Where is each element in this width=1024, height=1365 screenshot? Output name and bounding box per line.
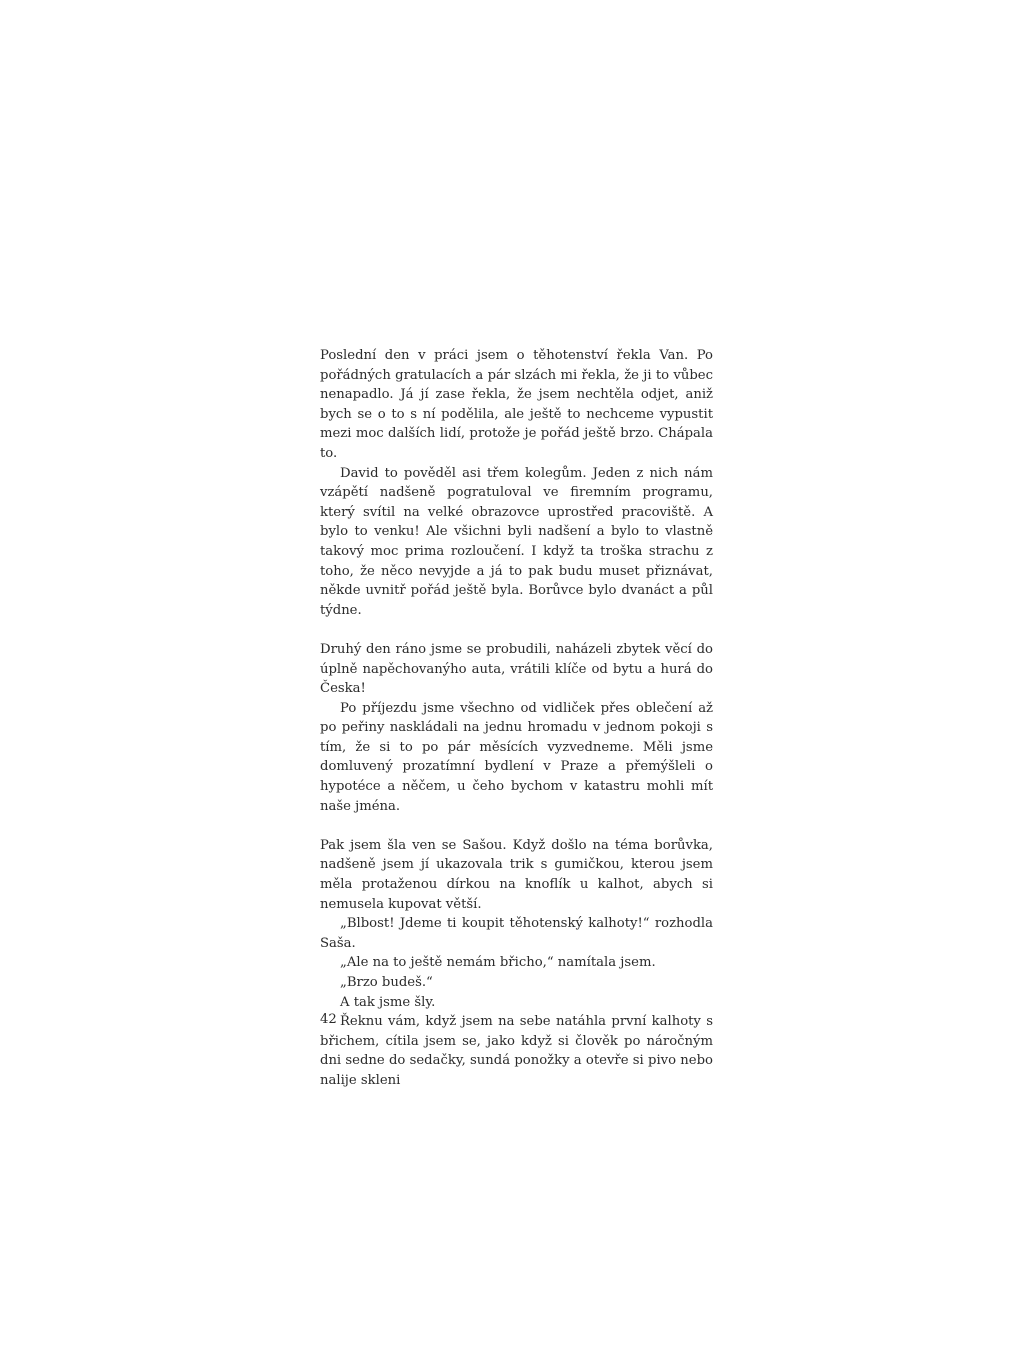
page-number: 42	[320, 1012, 337, 1027]
paragraph-4: Po příjezdu jsme všechno od vidliček přes oblečení až po peřiny naskládali na jednu hromadu v jednom pokoji s tím, že si to po pár měsících vyzvedneme. Měli jsme domluvený prozatímní bydlení v Praze a přemýšleli o hypotéce a něčem, u čeho bychom v katastru mohli mít naše jména.	[320, 700, 713, 814]
paragraph-3: Druhý den ráno jsme se probudili, naházeli zbytek věcí do úplně napěchovanýho auta, vrátili klíče od bytu a hurá do Česka!	[320, 641, 713, 697]
paragraph-9: A tak jsme šly.	[340, 994, 436, 1010]
paragraph-6: „Blbost! Jdeme ti koupit těhotenský kalhoty!“ rozhodla Saša.	[320, 916, 713, 951]
paragraph-8: „Brzo budeš.“	[340, 975, 433, 990]
paragraph-10: Řeknu vám, když jsem na sebe natáhla první kalhoty s břichem, cítila jsem se, jako když si člověk po náročným dni sedne do sedačky, sundá ponožky a otevře si pivo nebo nalije skleni	[320, 1014, 713, 1088]
body-text	[320, 346, 713, 1091]
paragraph-2: David to pověděl asi třem kolegům. Jeden z nich nám vzápětí nadšeně pogratuloval ve firemním programu, který svítil na velké obrazovce uprostřed pracoviště. A bylo to venku! Ale všichni byli nadšení a bylo to vlastně takový moc prima rozloučení. I když ta troška strachu z toho, že něco nevyjde a já to pak budu muset přiznávat, někde uvnitř pořád ještě byla. Borůvce bylo dvanáct a půl týdne.	[320, 465, 713, 618]
paragraph-1: Poslední den v práci jsem o těhotenství řekla Van. Po pořádných gratulacích a pár slzách mi řekla, že ji to vůbec nenapadlo. Já jí zase řekla, že jsem nechtěla odjet, aniž bych se o to s ní podělila, ale ještě to nechceme vypustit mezi moc dalších lidí, protože je pořád ještě brzo. Chápala to.	[320, 348, 713, 461]
paragraph-5: Pak jsem šla ven se Sašou. Když došlo na téma borůvka, nadšeně jsem jí ukazovala trik s gumičkou, kterou jsem měla protaženou dírkou na knoflík u kalhot, abych si nemusela kupovat větší.	[320, 837, 713, 912]
paragraph-7: „Ale na to ještě nemám břicho,“ namítala jsem.	[340, 955, 656, 971]
